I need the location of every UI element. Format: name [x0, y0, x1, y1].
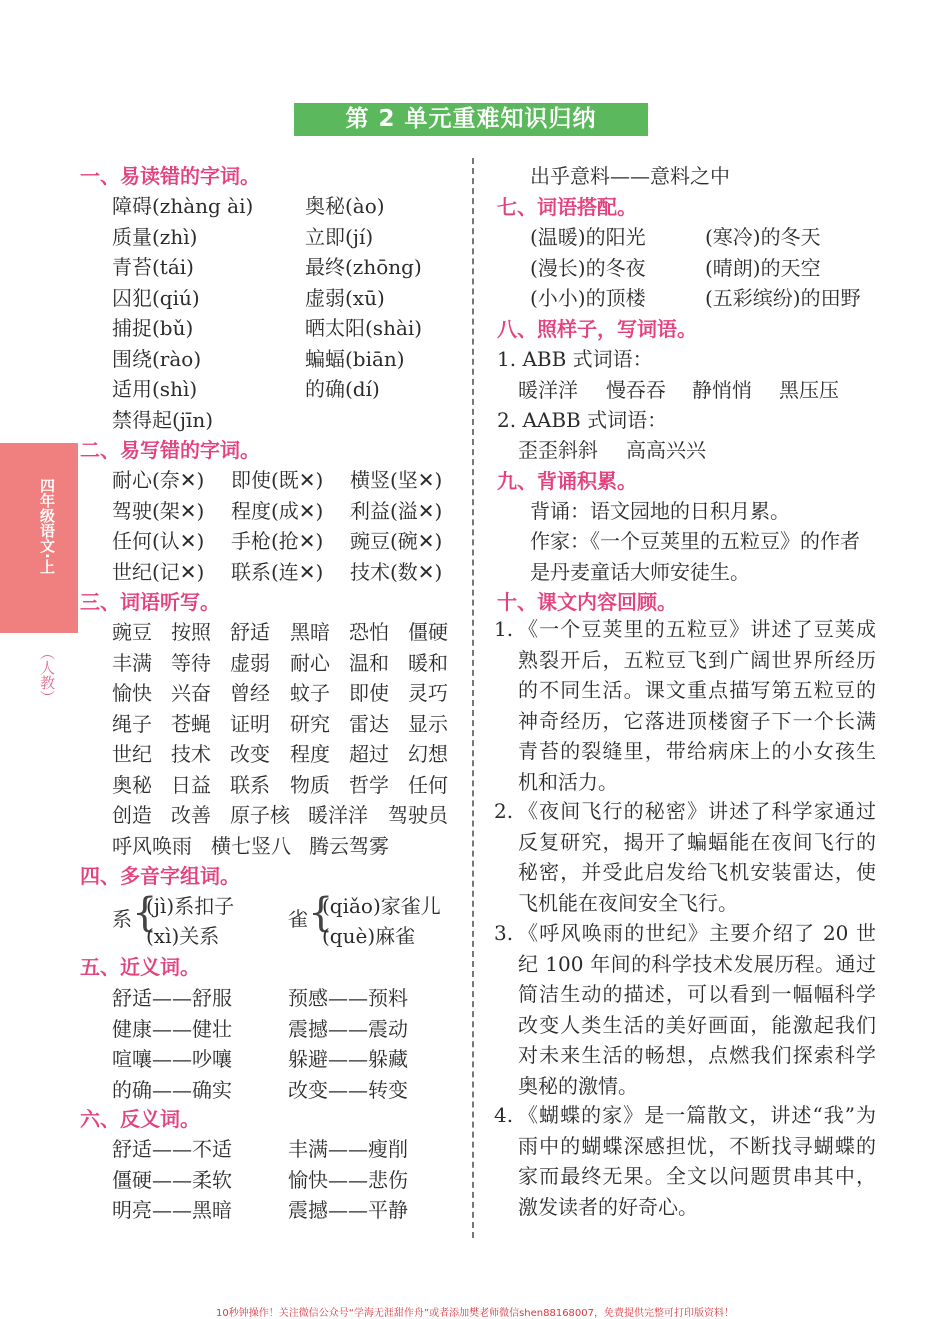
- word-cell: 幻想: [408, 742, 448, 766]
- item-text: 《蝴蝶的家》是一篇散文，讲述“我”为雨中的蝴蝶深感担忧，不断找寻蝴蝶的家而最终无果。全文以问题贯串其中，激发读者的好奇心。: [518, 1103, 876, 1219]
- word-cell: 豌豆(碗✕): [350, 529, 443, 553]
- word-cell: 即使(既✕): [231, 468, 324, 492]
- word-row: [112, 830, 457, 856]
- word-cell: 的确——确实: [112, 1077, 232, 1102]
- polyphone-char: 雀: [288, 907, 308, 931]
- word: 歪歪斜斜: [518, 438, 598, 462]
- heading-s1: 一、易读错的字词。: [80, 164, 260, 188]
- word-cell: 联系: [230, 772, 270, 797]
- word-row: [530, 282, 910, 308]
- heading-s8: 八、照样子，写词语。: [497, 317, 697, 341]
- word-row: [112, 647, 457, 673]
- word-cell: 囚犯(qiú): [112, 285, 200, 310]
- word-row: [112, 343, 492, 369]
- word-cell: 最终(zhōng): [305, 255, 422, 279]
- word-cell: 改善: [171, 803, 211, 827]
- word-cell: 耐心: [290, 650, 330, 675]
- word-cell: 日益: [171, 772, 211, 797]
- recite-line: 背诵：语文园地的日积月累。: [530, 499, 790, 523]
- word-row: [112, 769, 457, 795]
- word-cell: 利益(溢✕): [350, 498, 443, 523]
- word-cell: 舒适: [230, 620, 270, 644]
- word-cell: 驾驶(架✕): [112, 498, 205, 523]
- word-cell: 僵硬——柔软: [112, 1167, 232, 1192]
- word-row: [112, 1194, 492, 1220]
- word-cell: 丰满——瘦削: [288, 1137, 408, 1161]
- polyphone-word: (jì)系扣子: [146, 894, 235, 918]
- word-row: [112, 373, 492, 399]
- word-row: [112, 1164, 492, 1190]
- word-cell: 奥秘(ào): [305, 194, 385, 218]
- word-row: [112, 982, 492, 1008]
- recite-line: 是丹麦童话大师安徒生。: [530, 560, 750, 584]
- word: 黑压压: [779, 378, 839, 402]
- word-cell: 物质: [290, 772, 330, 797]
- word-cell: 耐心(奈✕): [112, 468, 205, 492]
- heading-s4: 四、多音字组词。: [80, 864, 240, 888]
- word-cell: 任何: [408, 772, 448, 797]
- word-row: [112, 282, 492, 308]
- word: 高高兴兴: [626, 438, 706, 462]
- word: 静悄悄: [692, 378, 752, 402]
- word-cell: 虚弱: [230, 650, 270, 675]
- heading-s6: 六、反义词。: [80, 1107, 200, 1131]
- word-row: [530, 221, 910, 247]
- word-row: [112, 190, 492, 216]
- word-cell: 躲避——躲藏: [288, 1047, 408, 1071]
- word-cell: 质量(zhì): [112, 224, 198, 249]
- word-cell: 世纪(记✕): [112, 559, 205, 584]
- heading-s5: 五、近义词。: [80, 955, 200, 979]
- aabb-label: 2. AABB 式词语：: [497, 408, 668, 432]
- review-item: [494, 1100, 876, 1222]
- side-tab-publisher: （人教）: [38, 645, 56, 705]
- word-cell: 曾经: [230, 681, 270, 705]
- review-item: [494, 796, 876, 918]
- heading-s7: 七、词语搭配。: [497, 195, 637, 219]
- word-cell: 改变——转变: [288, 1077, 408, 1102]
- word-row: [112, 616, 457, 642]
- word-cell: 奥秘: [112, 772, 152, 797]
- word-cell: 创造: [112, 803, 152, 827]
- word-cell: 技术: [171, 742, 211, 766]
- word-cell: 等待: [171, 650, 211, 675]
- word-cell: (小小)的顶楼: [530, 286, 646, 310]
- brace: {: [132, 890, 158, 936]
- word-cell: 暖和: [408, 650, 448, 675]
- item-text: 《一个豆荚里的五粒豆》讲述了豆荚成熟裂开后，五粒豆飞到广阔世界所经历的不同生活。课文重点描写第五粒豆的神奇经历，它落进顶楼窗子下一个长满青苔的裂缝里，带给病床上的小女孩生机和活力。: [518, 617, 876, 794]
- word-cell: 的确(dí): [305, 377, 380, 401]
- word-cell: 立即(jí): [305, 224, 374, 249]
- word-cell: 青苔(tái): [112, 255, 194, 279]
- word-cell: 兴奋: [171, 681, 211, 705]
- recite-line: 作家：《一个豆荚里的五粒豆》的作者: [530, 529, 860, 553]
- word-cell: 技术(数✕): [350, 559, 443, 584]
- word-cell: (寒冷)的冬天: [705, 225, 821, 249]
- word-row: [112, 495, 492, 521]
- word-cell: (五彩缤纷)的田野: [705, 286, 861, 310]
- word-cell: 舒适——舒服: [112, 986, 232, 1010]
- word-cell: 程度(成✕): [231, 498, 324, 523]
- word-cell: 捕捉(bǔ): [112, 316, 194, 340]
- word-cell: 横七竖八: [211, 833, 291, 858]
- word-cell: 呼风唤雨: [112, 833, 192, 858]
- word-cell: 哲学: [349, 772, 389, 797]
- word-cell: 围绕(rào): [112, 346, 202, 371]
- word: 慢吞吞: [606, 378, 666, 402]
- heading-s2: 二、易写错的字词。: [80, 438, 260, 462]
- word-row: [112, 1013, 492, 1039]
- word-cell: 超过: [349, 742, 389, 766]
- word-cell: 恐怕: [349, 620, 389, 644]
- review-item: [494, 614, 876, 797]
- word-cell: 显示: [408, 711, 448, 736]
- word-cell: 任何(认✕): [112, 529, 205, 553]
- word-cell: 蚊子: [290, 681, 330, 705]
- word-cell: 愉快: [112, 681, 152, 705]
- word-cell: (晴朗)的天空: [705, 255, 821, 280]
- word-row: [112, 1043, 492, 1069]
- word-cell: 手枪(抢✕): [231, 529, 324, 553]
- word-cell: 横竖(坚✕): [350, 468, 443, 492]
- word-cell: 即使: [349, 681, 389, 705]
- item-number: 3.: [494, 921, 514, 945]
- word-row: [530, 252, 910, 278]
- item-number: 4.: [494, 1103, 514, 1127]
- abb-label: 1. ABB 式词语：: [497, 347, 653, 371]
- word-cell: 蝙蝠(biān): [305, 346, 405, 371]
- word-row: [112, 404, 492, 430]
- word-row: [112, 525, 492, 551]
- word-row: [112, 799, 457, 825]
- item-text: 《夜间飞行的秘密》讲述了科学家通过反复研究，揭开了蝙蝠能在夜间飞行的秘密，并受此启发给飞机安装雷达，使飞机能在夜间安全飞行。: [518, 799, 876, 915]
- word-cell: 驾驶员: [388, 803, 448, 827]
- polyphone-char: 系: [112, 907, 132, 931]
- word-cell: 研究: [290, 711, 330, 736]
- word-row: [112, 221, 492, 247]
- item-number: 2.: [494, 799, 514, 823]
- word-cell: 雷达: [349, 711, 389, 736]
- word-cell: 灵巧: [408, 681, 448, 705]
- item-number: 1.: [494, 617, 514, 641]
- word-cell: 明亮——黑暗: [112, 1198, 232, 1222]
- word-cell: 丰满: [112, 650, 152, 675]
- word-row: [112, 677, 457, 703]
- word-row: [112, 1133, 492, 1159]
- polyphone-word: (què)麻雀: [322, 924, 416, 948]
- page-title: 第 2 单元重难知识归纳: [294, 103, 648, 136]
- word-cell: 世纪: [112, 742, 152, 766]
- word-cell: 黑暗: [290, 620, 330, 644]
- word-cell: 程度: [290, 742, 330, 766]
- word-cell: 温和: [349, 650, 389, 675]
- word-row: [112, 464, 492, 490]
- item-text: 《呼风唤雨的世纪》主要介绍了 20 世纪 100 年间的科学技术发展历程。通过简洁生动的描述，可以看到一幅幅科学改变人类生活的美好画面，能激起我们对未来生活的畅想，点燃我们探索科学奥秘的激情。: [518, 921, 876, 1098]
- word-cell: 豌豆: [112, 620, 152, 644]
- word-cell: 原子核: [230, 803, 290, 827]
- word: 暖洋洋: [518, 378, 578, 402]
- word-cell: 震撼——平静: [288, 1198, 408, 1222]
- word-cell: (漫长)的冬夜: [530, 255, 646, 280]
- word-row: [112, 251, 492, 277]
- word-cell: 震撼——震动: [288, 1016, 408, 1041]
- word-cell: 适用(shì): [112, 377, 198, 401]
- footer-note: 10秒钟操作！关注微信公众号“学海无涯甜作舟”或者添加樊老师微信shen88168007，免费提供完整可打印版资料！: [215, 1308, 735, 1319]
- heading-s10: 十、课文内容回顾。: [497, 590, 677, 614]
- heading-s3: 三、词语听写。: [80, 590, 220, 614]
- word-cell: 绳子: [112, 711, 152, 736]
- polyphone-word: (xì)关系: [146, 924, 220, 948]
- word-cell: 僵硬: [408, 620, 448, 644]
- polyphone-word: (qiǎo)家雀儿: [322, 894, 441, 918]
- review-item: [494, 918, 876, 1101]
- word-cell: 腾云驾雾: [309, 833, 389, 858]
- word-cell: 舒适——不适: [112, 1137, 232, 1161]
- brace: {: [308, 890, 334, 936]
- word-cell: 愉快——悲伤: [288, 1167, 408, 1192]
- word-cell: 喧嚷——吵嚷: [112, 1047, 232, 1071]
- word-cell: 按照: [171, 620, 211, 644]
- word-cell: 障碍(zhàng ài): [112, 194, 254, 218]
- word-cell: 禁得起(jīn): [112, 407, 214, 432]
- word-cell: 预感——预料: [288, 986, 408, 1010]
- word-cell: 健康——健壮: [112, 1016, 232, 1041]
- word-row: [112, 1074, 492, 1100]
- word-row: [112, 708, 457, 734]
- synonym-continued: 出乎意料——意料之中: [530, 164, 730, 188]
- side-tab-grade: 四年级语文·上: [38, 478, 56, 574]
- word-cell: 联系(连✕): [231, 559, 324, 584]
- word-cell: (温暖)的阳光: [530, 225, 646, 249]
- word-cell: 证明: [230, 711, 270, 736]
- word-cell: 暖洋洋: [308, 803, 368, 827]
- word-row: [112, 312, 492, 338]
- word-cell: 晒太阳(shài): [305, 316, 423, 340]
- word-cell: 改变: [230, 742, 270, 766]
- aabb-words: [518, 434, 878, 460]
- word-cell: 苍蝇: [171, 711, 211, 736]
- word-cell: 虚弱(xū): [305, 285, 385, 310]
- word-row: [112, 738, 457, 764]
- abb-words: [518, 374, 878, 400]
- word-row: [112, 556, 492, 582]
- heading-s9: 九、背诵积累。: [497, 469, 637, 493]
